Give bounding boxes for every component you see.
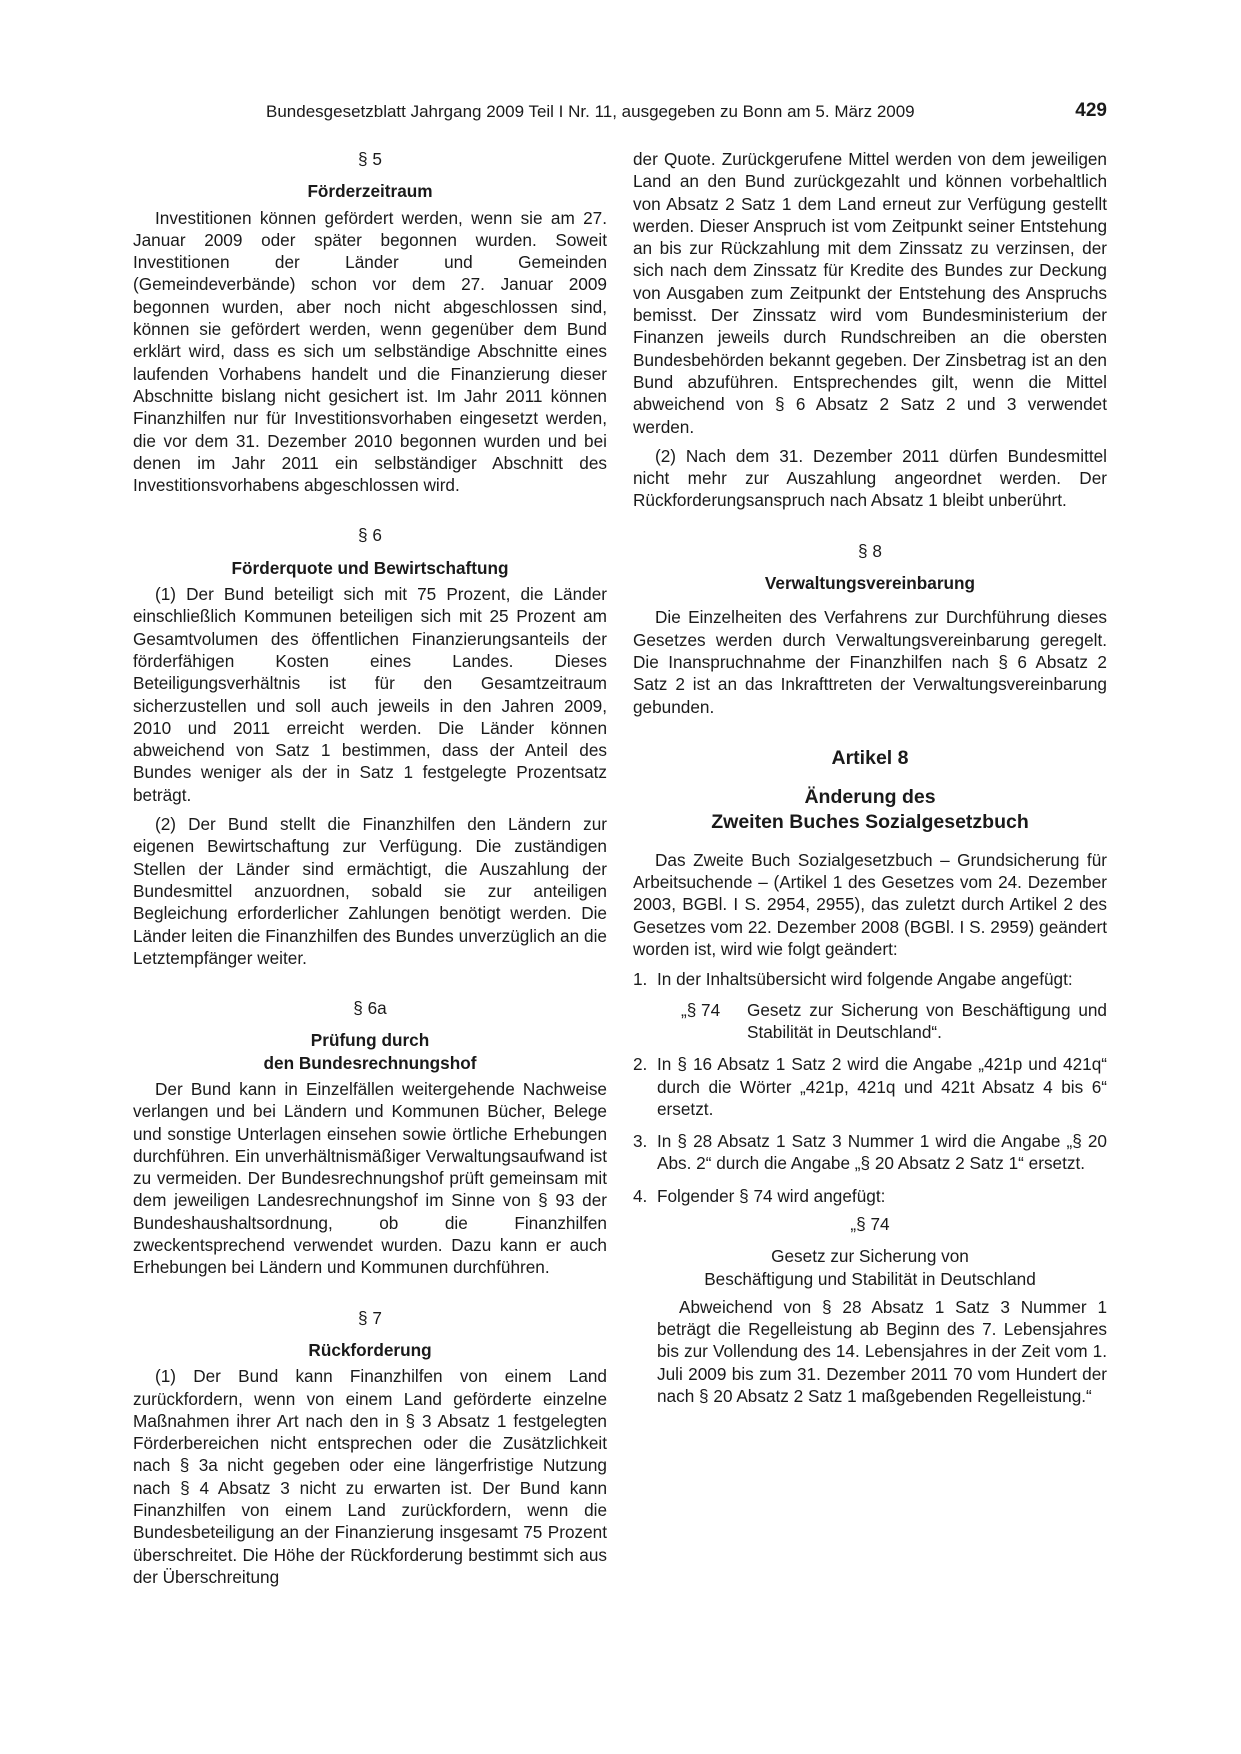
running-title: Bundesgesetzblatt Jahrgang 2009 Teil I Nr. 11, ausgegeben zu Bonn am 5. März 2009 <box>266 102 915 121</box>
amendment-item-number: 4. <box>633 1185 648 1206</box>
section-8-number: § 8 <box>858 540 882 561</box>
section-5-paragraph: Investitionen können gefördert werden, wenn sie am 27. Januar 2009 oder später begonnen wurden. Soweit Investitionen der Länder und Gemeinden (Gemeindeverbände) schon vor dem 27. Januar 2009 begonnen wurden, aber noch nicht abgeschlossen sind, können sie gefördert werden, wenn gegenüber dem Bund erklärt wird, dass es sich um selbständige Abschnitte eines laufenden Vorhabens handelt und die Finanzierung dieser Abschnitte bislang nicht gesichert ist. Im Jahr 2011 können Finanzhilfen nur für Investitionsvorhaben eingesetzt werden, die vor dem 31. Dezember 2010 begonnen wurden und bei denen im Jahr 2011 ein selbständiger Abschnitt des Investitionsvorhabens abgeschlossen wird. <box>133 207 607 496</box>
amendment-item-number: 3. <box>633 1131 648 1152</box>
new-section-74-title-line-2: Beschäftigung und Stabilität in Deutschland <box>704 1268 1036 1289</box>
amendment-item-number: 1. <box>633 969 648 990</box>
amendment-item-text: Folgender § 74 wird angefügt: <box>657 1185 886 1206</box>
amendment-item-text: In der Inhaltsübersicht wird folgende Angabe angefügt: <box>657 969 1073 990</box>
section-6a-paragraph: Der Bund kann in Einzelfällen weitergehende Nachweise verlangen und bei Ländern und Kommunen Bücher, Belege und sonstige Unterlagen einsehen sowie örtliche Erhebungen durchführen. Ein unverhältnismäßiger Verwaltungsaufwand ist zu vermeiden. Der Bundesrechnungshof prüft gemeinsam mit dem jeweiligen Landesrechnungshof im Sinne von § 93 der Bundeshaushaltsordnung, ob die Finanzhilfen zweckentsprechend verwendet wurden. Dazu kann er auch Erhebungen bei Ländern und Kommunen durchführen. <box>133 1078 607 1278</box>
right-column <box>633 148 1107 1407</box>
section-7-number: § 7 <box>358 1307 382 1328</box>
section-6-paragraph-1: (1) Der Bund beteiligt sich mit 75 Prozent, die Länder einschließlich Kommunen beteiligen sich mit 25 Prozent am Gesamtvolumen des öffentlichen Finanzierungsanteils der förderfähigen Kosten eines Landes. Dieses Beteiligungsverhältnis ist für den Gesamtzeitraum sicherzustellen und soll auch jeweils in den Jahren 2009, 2010 und 2011 erreicht werden. Die Länder können abweichend von Satz 1 bestimmen, dass der Anteil des Bundes weniger als der in Satz 1 festgelegte Prozentsatz beträgt. <box>133 584 607 805</box>
amendment-item-text: In § 28 Absatz 1 Satz 3 Nummer 1 wird die Angabe „§ 20 Abs. 2“ durch die Angabe „§ 20 Absatz 2 Satz 1“ ersetzt. <box>657 1131 1107 1174</box>
amendment-item-text: In § 16 Absatz 1 Satz 2 wird die Angabe „421p und 421q“ durch die Wörter „421p, 421q und 421t Absatz 4 bis 6“ ersetzt. <box>657 1054 1107 1119</box>
running-head <box>133 100 1107 130</box>
section-6-title: Förderquote und Bewirtschaftung <box>231 557 509 578</box>
section-6a-title-line-1: Prüfung durch <box>310 1030 430 1051</box>
page-number: 429 <box>1075 100 1107 121</box>
amendment-item <box>633 1185 1107 1207</box>
artikel-8-title-line-1: Änderung des <box>804 785 936 808</box>
new-section-74-number: „§ 74 <box>850 1213 890 1234</box>
artikel-8-number: Artikel 8 <box>831 746 909 769</box>
artikel-8-title-line-2: Zweiten Buches Sozialgesetzbuch <box>711 810 1029 833</box>
new-section-74-paragraph: Abweichend von § 28 Absatz 1 Satz 3 Nummer 1 beträgt die Regelleistung ab Beginn des 7. Lebensjahres bis zur Vollendung des 14. Lebensjahres in der Zeit vom 1. Juli 2009 bis zum 31. Dezember 2011 70 vom Hundert der nach § 20 Absatz 2 Satz 1 maßgebenden Regelleistung.“ <box>657 1296 1107 1407</box>
amendment-item-number: 2. <box>633 1054 648 1075</box>
section-7-paragraph-2: (2) Nach dem 31. Dezember 2011 dürfen Bundesmittel nicht mehr zur Auszahlung angeordnet werden. Der Rückforderungsanspruch nach Absatz 1 bleibt unberührt. <box>633 445 1107 511</box>
section-6a-number: § 6a <box>353 998 387 1019</box>
left-column <box>133 148 607 1588</box>
section-7-paragraph-1-start: (1) Der Bund kann Finanzhilfen von einem Land zurückfordern, wenn von einem Land geförderte einzelne Maßnahmen ihrer Art nach den in § 3 Absatz 1 festgelegten Förderbereichen nicht entsprechen oder die Zusätzlichkeit nach § 3a nicht gegeben oder eine längerfristige Nutzung nach § 4 Absatz 3 nicht zu erwarten ist. Der Bund kann Finanzhilfen von einem Land zurückfordern, wenn die Bundesbeteiligung an der Finanzierung insgesamt 75 Prozent überschreitet. Die Höhe der Rückforderung bestimmt sich aus der Überschreitung <box>133 1366 607 1587</box>
section-6-paragraph-2: (2) Der Bund stellt die Finanzhilfen den Ländern zur eigenen Bewirtschaftung zur Verfügung. Die zuständigen Stellen der Länder sind ermächtigt, die Auszahlung der Bundesmittel anzuordnen, sobald sie zur anteiligen Begleichung erforderlicher Zahlungen benötigt werden. Die Länder leiten die Finanzhilfen des Bundes unverzüglich an die Letztempfänger weiter. <box>133 814 607 968</box>
section-7-title: Rückforderung <box>308 1339 432 1360</box>
section-5-number: § 5 <box>358 149 382 169</box>
section-8-title: Verwaltungsvereinbarung <box>764 573 976 594</box>
amendment-item <box>633 1130 1107 1175</box>
section-5-title: Förderzeitraum <box>307 181 433 202</box>
amendment-list <box>633 968 1107 1207</box>
toc-entry-text: Gesetz zur Sicherung von Beschäftigung und Stabilität in Deutschland“. <box>747 999 1107 1042</box>
amendment-item <box>633 1053 1107 1120</box>
artikel-8-intro: Das Zweite Buch Sozialgesetzbuch – Grundsicherung für Arbeitsuchende – (Artikel 1 des Gesetzes vom 24. Dezember 2003, BGBl. I S. 2954, 2955), das zuletzt durch Artikel 2 des Gesetzes vom 22. Dezember 2008 (BGBl. I S. 2959) geändert worden ist, wird wie folgt geändert: <box>633 849 1107 960</box>
section-8-paragraph: Die Einzelheiten des Verfahrens zur Durchführung dieses Gesetzes werden durch Verwaltungsvereinbarung geregelt. Die Inanspruchnahme der Finanzhilfen nach § 6 Absatz 2 Satz 2 ist an das Inkrafttreten der Verwaltungsvereinbarung gebunden. <box>633 607 1107 717</box>
toc-entry-number: „§ 74 <box>681 999 721 1020</box>
section-7-paragraph-1-end: der Quote. Zurückgerufene Mittel werden von dem jeweiligen Land an den Bund zurückgezahlt und können vorbehaltlich von Absatz 2 Satz 1 dem Land erneut zur Verfügung gestellt werden. Dieser Anspruch ist vom Zeitpunkt seiner Entstehung an bis zur Rückzahlung mit dem Zinssatz zu verzinsen, der sich nach dem Zinssatz für Kredite des Bundes zur Deckung von Ausgaben zum Zeitpunkt der Entstehung des Anspruchs bemisst. Der Zinssatz wird vom Bundesministerium der Finanzen jeweils durch Rundschreiben an die obersten Bundesbehörden bekannt gegeben. Der Zinsbetrag ist an den Bund abzuführen. Entsprechendes gilt, wenn die Mittel abweichend von § 6 Absatz 2 Satz 2 und 3 verwendet werden. <box>633 149 1107 437</box>
section-6a-title-line-2: den Bundesrechnungshof <box>263 1052 477 1073</box>
new-section-74-title-line-1: Gesetz zur Sicherung von <box>771 1246 969 1267</box>
amendment-item <box>633 968 1107 1043</box>
toc-entry <box>657 999 1107 1044</box>
section-6-number: § 6 <box>358 525 382 546</box>
